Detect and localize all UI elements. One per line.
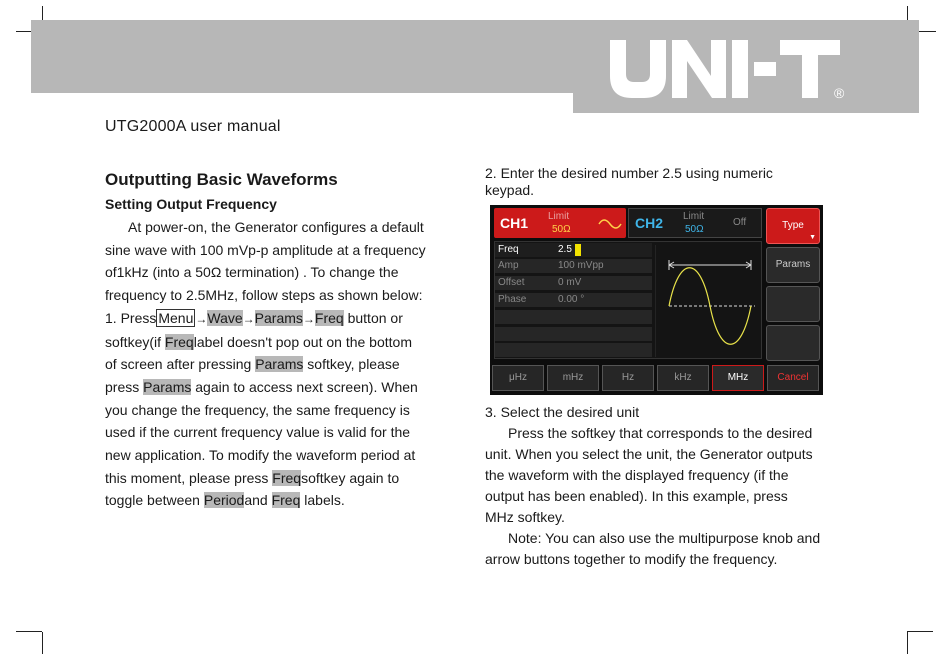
body-line — [105, 353, 475, 376]
body-line: the waveform with the displayed frequency (if the — [485, 467, 789, 483]
body-line: Press the softkey that corresponds to the desired — [508, 425, 813, 441]
text-span: this moment, please press — [105, 469, 273, 486]
param-name: Freq — [498, 244, 519, 255]
cancel-key[interactable]: Cancel — [767, 365, 819, 391]
arrow-icon: → — [195, 311, 208, 326]
left-column — [105, 168, 475, 512]
section-title: Outputting Basic Waveforms — [105, 170, 338, 189]
menu-key-label: Menu — [158, 309, 194, 326]
arrow-icon: → — [242, 311, 255, 326]
params-softkey-label: Params — [143, 378, 192, 395]
right-column-lower — [485, 402, 865, 570]
param-value: 0.00 ° — [558, 294, 585, 305]
body-line: you change the frequency, the same frequency is — [105, 401, 410, 418]
manual-title: UTG2000A user manual — [105, 118, 281, 135]
freq-softkey-label: Freq — [272, 469, 302, 486]
ch1-status — [494, 208, 626, 238]
note-line: arrow buttons together to modify the frequency. — [485, 551, 778, 567]
text-span: label doesn't pop out on the bottom — [193, 333, 412, 350]
text-span: toggle between — [105, 492, 204, 509]
crop-mark — [907, 632, 908, 654]
body-line: output has been enabled). In this example, press — [485, 488, 788, 504]
text-span: softkey again to — [301, 469, 400, 486]
softkey-blank[interactable] — [766, 325, 820, 361]
text-span: again to access next screen). When — [191, 378, 418, 395]
step1-line — [105, 307, 475, 331]
body-line — [105, 376, 475, 399]
crop-mark — [16, 631, 42, 632]
params-softkey-label: Params — [255, 356, 304, 373]
step3-title: 3. Select the desired unit — [485, 404, 640, 420]
freq-softkey-label: Freq — [164, 333, 194, 350]
softkey-label: Params — [775, 259, 811, 270]
softkey-blank[interactable] — [766, 286, 820, 322]
step2-line: keypad. — [485, 182, 535, 198]
period-softkey-label: Period — [203, 492, 245, 509]
param-value: 100 mVpp — [558, 260, 604, 271]
param-row-offset[interactable] — [495, 276, 652, 290]
text-span: softkey, please — [303, 356, 400, 373]
crop-mark — [42, 632, 43, 654]
body-line — [105, 489, 475, 512]
param-row-phase[interactable] — [495, 293, 652, 307]
ch2-state: Off — [733, 217, 747, 228]
param-name: Offset — [498, 277, 525, 288]
body-line: used if the current frequency value is valid for the — [105, 424, 411, 441]
crop-mark — [918, 31, 936, 32]
softkey-params[interactable] — [766, 247, 820, 283]
body-line: At power-on, the Generator configures a default — [128, 219, 424, 235]
note-line: Note: You can also use the multipurpose knob and — [508, 530, 821, 546]
ch2-label: CH2 — [635, 215, 664, 231]
ch1-impedance: 50Ω — [552, 224, 571, 235]
dropdown-icon: ▼ — [809, 234, 816, 241]
params-softkey-label: Params — [254, 309, 303, 326]
text-span: and — [244, 492, 272, 509]
unit-key-mhz[interactable]: MHz — [712, 365, 764, 391]
sine-icon — [598, 218, 622, 230]
text-span: button or — [343, 309, 403, 326]
param-row-empty — [495, 327, 652, 341]
generator-screen — [490, 205, 823, 395]
step2-line: 2. Enter the desired number 2.5 using numeric — [485, 165, 773, 181]
body-line: new application. To modify the waveform period at — [105, 447, 416, 464]
waveform-preview — [655, 245, 759, 357]
param-value: 0 mV — [558, 277, 582, 288]
unit-logo — [608, 36, 850, 100]
param-row-freq[interactable] — [495, 243, 652, 257]
body-line: unit. When you select the unit, the Generator outputs — [485, 446, 813, 462]
param-row-empty — [495, 310, 652, 324]
body-line: MHz softkey. — [485, 509, 565, 525]
param-row-empty — [495, 343, 652, 357]
param-name: Amp — [498, 260, 519, 271]
freq-softkey-label: Freq — [314, 309, 344, 326]
body-line: of1kHz (into a 50Ω termination) . To change the — [105, 264, 399, 281]
right-column — [485, 165, 865, 199]
ch2-status — [628, 208, 762, 238]
body-line — [105, 467, 475, 490]
softkey-label: Type — [782, 220, 804, 231]
text-span: 1. Press — [105, 309, 157, 326]
body-line — [105, 331, 475, 354]
param-name: Phase — [498, 294, 527, 305]
text-span: softkey(if — [105, 333, 165, 350]
softkey-type[interactable] — [766, 208, 820, 244]
sub-title: Setting Output Frequency — [105, 196, 277, 212]
param-value: 2.5 — [558, 244, 572, 255]
ch2-limit: Limit — [683, 211, 705, 222]
text-span: of screen after pressing — [105, 356, 256, 373]
wave-softkey-label: Wave — [207, 309, 243, 326]
registered-mark: ® — [834, 85, 845, 100]
ch1-limit: Limit — [548, 211, 570, 222]
body-line: sine wave with 100 mVp-p amplitude at a frequency — [105, 241, 426, 258]
crop-mark — [907, 631, 933, 632]
text-span: press — [105, 378, 144, 395]
body-line: frequency to 2.5MHz, follow steps as shown below: — [105, 287, 423, 304]
ch1-label: CH1 — [500, 215, 529, 231]
param-row-amp[interactable] — [495, 259, 652, 273]
text-span: labels. — [300, 492, 345, 509]
arrow-icon: → — [302, 311, 315, 326]
unit-key-hz[interactable]: Hz — [602, 365, 654, 391]
unit-key-uhz[interactable]: μHz — [492, 365, 544, 391]
unit-key-khz[interactable]: kHz — [657, 365, 709, 391]
freq-softkey-label: Freq — [271, 492, 301, 509]
text-cursor — [575, 244, 581, 256]
ch2-impedance: 50Ω — [685, 224, 704, 235]
unit-key-mhz-milli[interactable]: mHz — [547, 365, 599, 391]
